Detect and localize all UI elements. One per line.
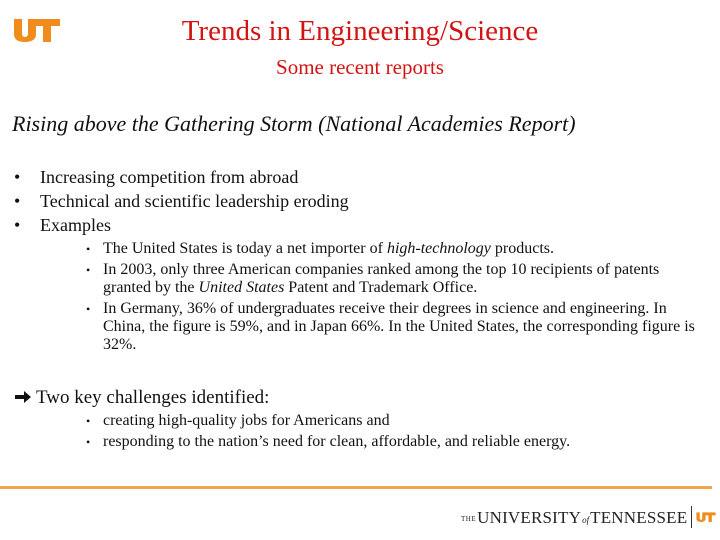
logo-text-the: THE	[461, 515, 477, 523]
example-item: • In 2003, only three American companies ranked among the top 10 recipients of patents granted by the United States Patent and Trademark Office.	[86, 261, 696, 297]
example-item: • The United States is today a net importer of high-technology products.	[86, 240, 696, 258]
arrow-right-icon	[14, 387, 36, 409]
ut-logo-icon	[696, 508, 716, 526]
slide-title: Trends in Engineering/Science	[181, 15, 539, 47]
section-heading: Rising above the Gathering Storm (National Academies Report)	[12, 111, 576, 136]
logo-separator	[691, 506, 692, 528]
logo-text-university: UNIVERSITY	[477, 508, 582, 527]
examples-list	[86, 240, 696, 357]
challenge-item: • creating high-quality jobs for Americans and	[86, 412, 696, 430]
bullet-item: • Technical and scientific leadership eroding	[14, 189, 704, 213]
slide-subtitle: Some recent reports	[276, 55, 444, 79]
footer-divider	[0, 486, 712, 489]
logo-text-of: of	[582, 515, 590, 525]
bullet-item: • Examples	[14, 213, 704, 237]
bullet-item: • Increasing competition from abroad	[14, 165, 704, 189]
logo-text-tennessee: TENNESSEE	[590, 508, 688, 527]
challenge-item: • responding to the nation’s need for clean, affordable, and reliable energy.	[86, 433, 696, 451]
main-bullet-list	[14, 165, 704, 237]
challenges-heading: Two key challenges identified:	[14, 387, 269, 409]
challenges-list	[86, 412, 696, 454]
example-item: • In Germany, 36% of undergraduates receive their degrees in science and engineering. In China, the figure is 59%, and in Japan 66%. In the United States, the corresponding figure is 32%.	[86, 300, 696, 354]
university-logo	[461, 502, 716, 528]
